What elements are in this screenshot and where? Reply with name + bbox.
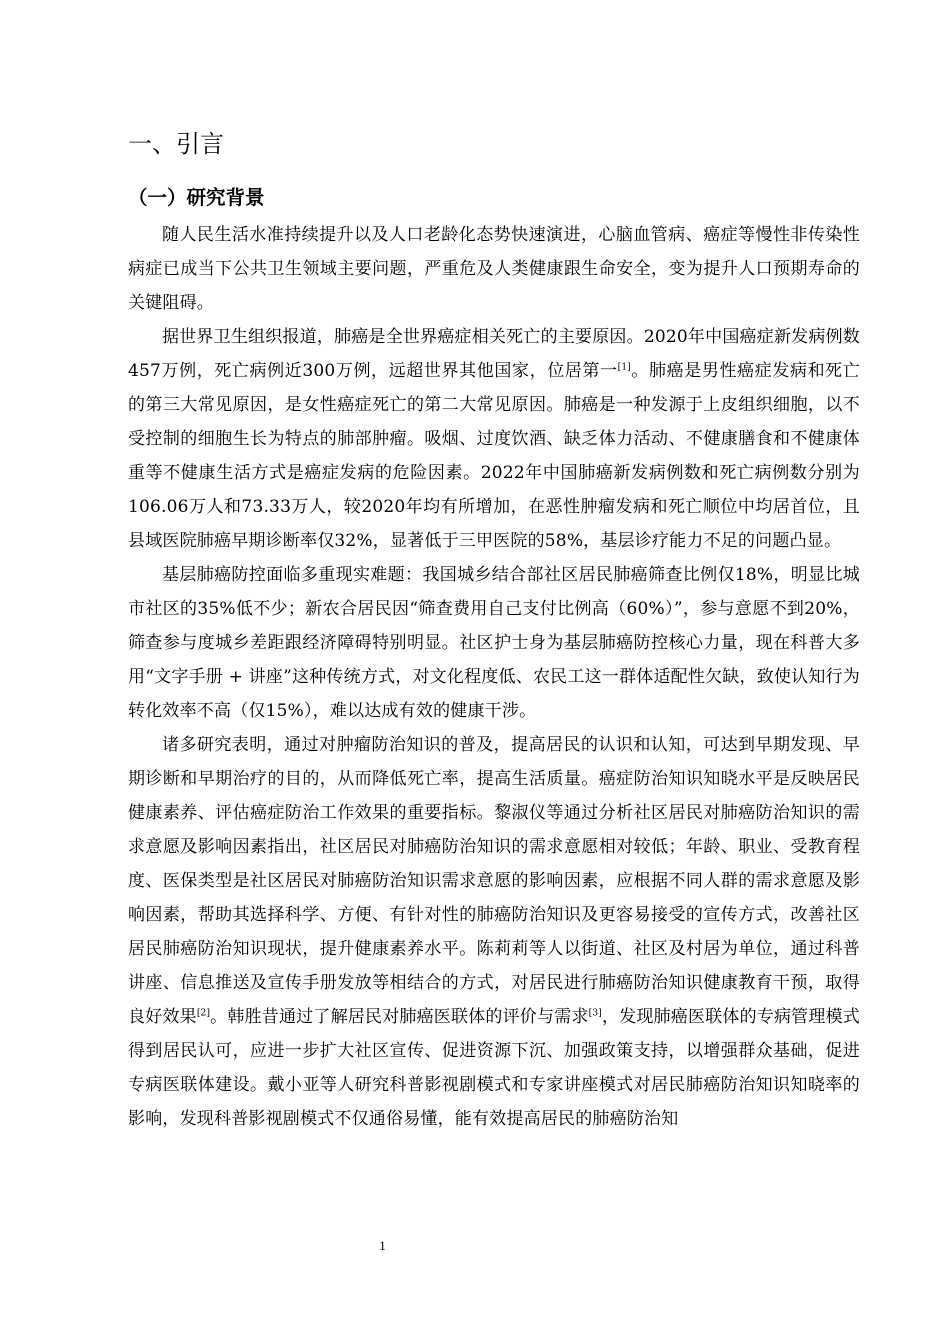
citation-ref: [1] [617,362,632,373]
paragraph-text: 据世界卫生组织报道，肺癌是全世界癌症相关死亡的主要原因。2020年中国癌症新发病例数457万例，死亡病例近300万例，远超世界其他国家，位居第一 [128,327,860,381]
body-text [128,218,860,1136]
paragraph-text: 诸多研究表明，通过对肿瘤防治知识的普及，提高居民的认识和认知，可达到早期发现、早期诊断和早期治疗的目的，从而降低死亡率，提高生活质量。癌症防治知识知晓水平是反映居民健康素养、评估癌症防治工作效果的重要指标。黎淑仪等通过分析社区居民对肺癌防治知识的需求意愿及影响因素指出，社区居民对肺癌防治知识的需求意愿相对较低；年龄、职业、受教育程度、医保类型是社区居民对肺癌防治知识需求意愿的影响因素，应根据不同人群的需求意愿及影响因素，帮助其选择科学、方便、有针对性的肺癌防治知识及更容易接受的宣传方式，改善社区居民肺癌防治知识现状，提升健康素养水平。陈莉莉等人以街道、社区及村居为单位，通过科普讲座、信息推送及宣传手册发放等相结合的方式，对居民进行肺癌防治知识健康教育干预，取得良好效果 [128,735,860,1027]
paragraph-2 [128,320,860,558]
subsection-heading: （一）研究背景 [128,186,265,209]
citation-ref: [2] [196,1008,211,1019]
paragraph-1 [128,218,860,320]
paragraph-3 [128,558,860,728]
paragraph-text: 随人民生活水准持续提升以及人口老龄化态势快速演进，心脑血管病、癌症等慢性非传染性病症已成当下公共卫生领域主要问题，严重危及人类健康跟生命安全，变为提升人口预期寿命的关键阻碍。 [128,225,860,313]
section-heading: 一、引言 [128,130,224,158]
paragraph-text: 。韩胜昔通过了解居民对肺癌医联体的评价与需求 [210,1007,589,1027]
page-number: 1 [379,1238,386,1253]
paragraph-text: 。肺癌是男性癌症发病和死亡的第三大常见原因，是女性癌症死亡的第二大常见原因。肺癌是一种发源于上皮组织细胞，以不受控制的细胞生长为特点的肺部肿瘤。吸烟、过度饮酒、缺乏体力活动、不健康膳食和不健康体重等不健康生活方式是癌症发病的危险因素。2022年中国肺癌新发病例数和死亡病例数分别为106.06万人和73.33万人，较2020年均有所增加，在恶性肿瘤发病和死亡顺位中均居首位，且县域医院肺癌早期诊断率仅32%，显著低于三甲医院的58%，基层诊疗能力不足的问题凸显。 [128,361,860,551]
paragraph-text: ，发现肺癌医联体的专病管理模式得到居民认可，应进一步扩大社区宣传、促进资源下沉、加强政策支持，以增强群众基础，促进专病医联体建设。戴小亚等人研究科普影视剧模式和专家讲座模式对居民肺癌防治知识知晓率的影响，发现科普影视剧模式不仅通俗易懂，能有效提高居民的肺癌防治知 [128,1007,860,1129]
paragraph-text: 基层肺癌防控面临多重现实难题：我国城乡结合部社区居民肺癌筛查比例仅18%，明显比城市社区的35%低不少；新农合居民因“筛查费用自己支付比例高（60%）”，参与意愿不到20%，筛查参与度城乡差距跟经济障碍特别明显。社区护士身为基层肺癌防控核心力量，现在科普大多用“文字手册 + 讲座”这种传统方式，对文化程度低、农民工这一群体适配性欠缺，致使认知行为转化效率不高（仅15%），难以达成有效的健康干涉。 [128,565,860,721]
citation-ref: [3] [588,1008,602,1019]
paragraph-4 [128,728,860,1136]
